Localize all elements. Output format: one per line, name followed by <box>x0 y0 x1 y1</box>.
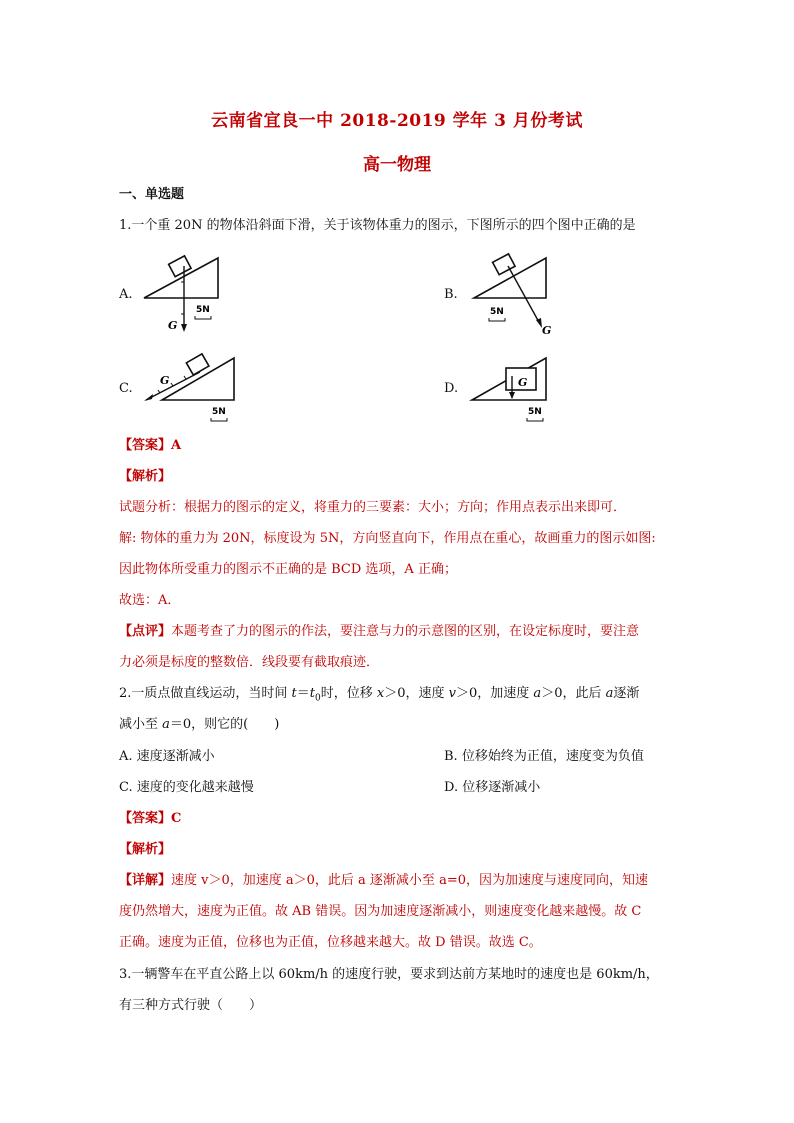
q1-option-b-scale-label: 5N <box>490 307 504 317</box>
q1-option-d-figure <box>466 352 556 428</box>
section-heading: 一、单选题 <box>119 187 185 202</box>
q1-option-a-letter: A. <box>119 287 133 302</box>
page-subtitle: 高一物理 <box>363 155 431 175</box>
q2-detail-line: 正确。速度为正值，位移也为正值，位移越来越大。故 D 错误。故选 C。 <box>119 935 542 950</box>
q2-option-c: C. 速度的变化越来越慢 <box>119 780 254 795</box>
q1-stem: 1.一个重 20N 的物体沿斜面下滑，关于该物体重力的图示，下图所示的四个图中正确的是 <box>119 218 636 233</box>
q1-comment-line: 力必须是标度的整数倍．线段要有截取痕迹． <box>119 655 380 670</box>
q1-option-c-figure <box>140 352 240 424</box>
q1-option-a-figure <box>140 252 230 334</box>
q1-comment-line <box>119 623 639 641</box>
q2-detail-line <box>119 872 648 890</box>
q2-option-b: B. 位移始终为正值，速度变为负值 <box>444 749 644 764</box>
q1-option-b-g-label: G <box>542 324 552 337</box>
q1-analysis-heading: 【解析】 <box>119 469 172 484</box>
q2-analysis-heading: 【解析】 <box>119 842 172 857</box>
q2-stem-line-1: 2.一质点做直线运动，当时间 $t=t_0$时，位移 x＞0，速度 v＞0，加速度 a＞0，此后 a逐渐 <box>119 686 640 704</box>
q1-comment-text: 本题考查了力的图示的作法，要注意与力的示意图的区别，在设定标度时，要注意 <box>171 624 640 639</box>
q1-option-a-scale-label: 5N <box>196 305 210 315</box>
q1-answer: 【答案】A <box>119 438 182 453</box>
q2-detail-label: 【详解】 <box>119 873 172 888</box>
q2-option-a: A. 速度逐渐减小 <box>119 749 215 764</box>
q2-detail-line: 度仍然增大，速度为正值。故 AB 错误。因为加速度逐渐减小，则速度变化越来越慢。故 C <box>119 904 642 919</box>
q1-analysis-line: 解: 物体的重力为 20N，标度设为 5N，方向竖直向下，作用点在重心，故画重力的图示如图: <box>119 531 656 546</box>
q1-option-b-letter: B. <box>444 287 458 302</box>
page-title: 云南省宜良一中 2018-2019 学年 3 月份考试 <box>211 111 583 131</box>
q1-analysis-line: 故选：A． <box>119 593 181 608</box>
q2-answer: 【答案】C <box>119 811 182 826</box>
q2-stem-line-2: 减小至 a＝0，则它的( ) <box>119 717 280 732</box>
q1-option-d-g-label: G <box>518 376 528 389</box>
q1-option-c-scale-label: 5N <box>212 407 226 417</box>
q2-option-d: D. 位移逐渐减小 <box>444 780 541 795</box>
q1-option-c-letter: C. <box>119 381 133 396</box>
q1-analysis-line: 因此物体所受重力的图示不正确的是 BCD 选项，A 正确； <box>119 562 457 577</box>
q3-stem-line: 有三种方式行驶（ ） <box>119 998 263 1013</box>
q1-analysis-line: 试题分析：根据力的图示的定义，将重力的三要素：大小；方向；作用点表示出来即可． <box>119 500 627 515</box>
q1-option-a-g-label: G <box>168 319 178 332</box>
q1-option-d-scale-label: 5N <box>528 407 542 417</box>
q1-option-d-letter: D. <box>444 381 459 396</box>
q1-option-b-figure <box>470 252 560 338</box>
q3-stem-line: 3.一辆警车在平直公路上以 60km/h 的速度行驶，要求到达前方某地时的速度也是 60km/h， <box>119 967 659 982</box>
q2-detail-text: 速度 v＞0，加速度 a＞0，此后 a 逐渐减小至 a=0，因为加速度与速度同向，知速 <box>171 873 648 888</box>
q1-comment-label: 【点评】 <box>119 624 172 639</box>
q1-option-c-g-label: G <box>160 374 170 387</box>
